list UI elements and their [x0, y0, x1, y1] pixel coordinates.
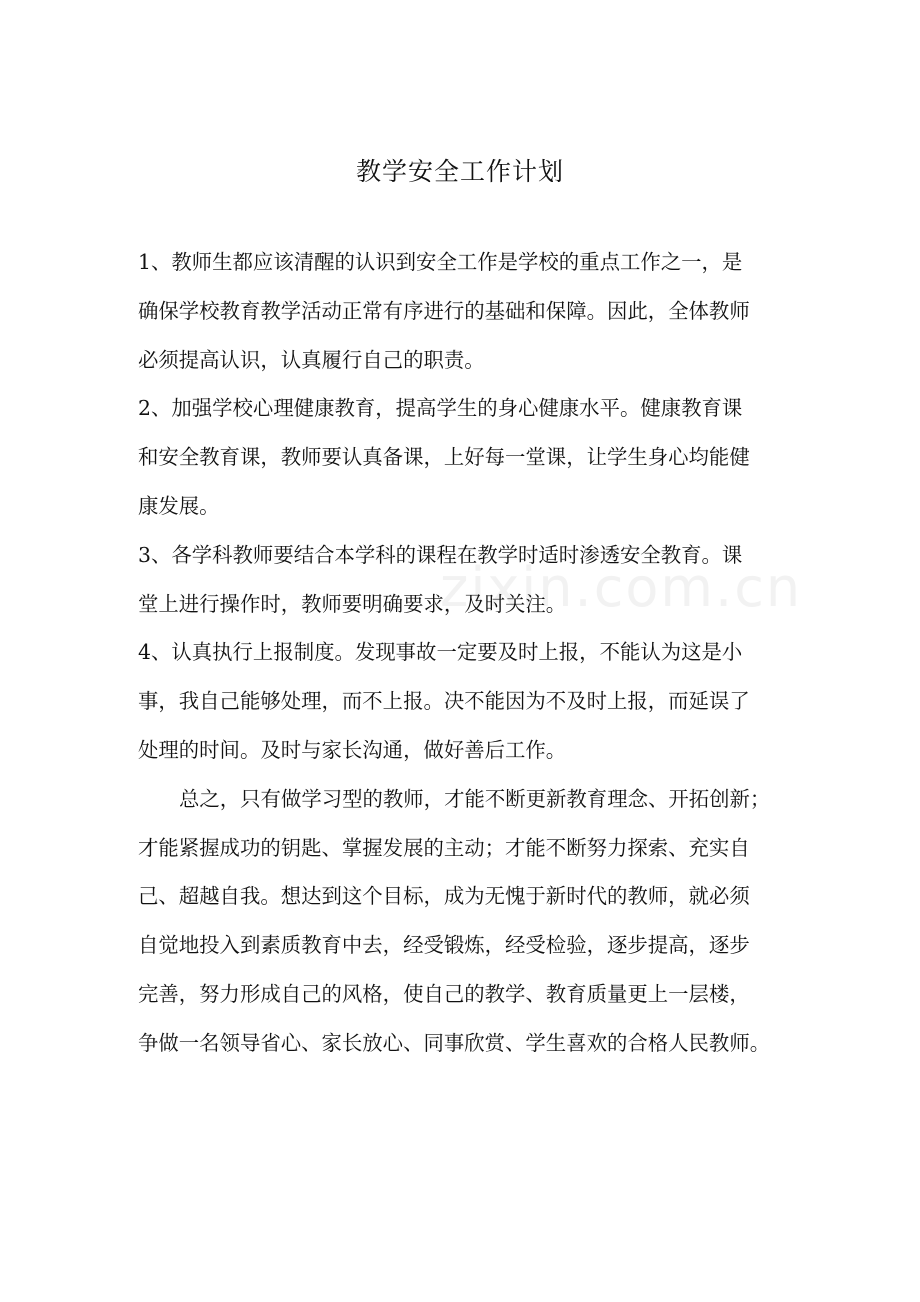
text-line: 事，我自己能够处理，而不上报。决不能因为不及时上报，而延误了: [138, 689, 750, 714]
text-line: 确保学校教育教学活动正常有序进行的基础和保障。因此，全体教师: [138, 298, 750, 323]
text-line: 处理的时间。及时与家长沟通，做好善后工作。: [138, 737, 567, 762]
text-line: 堂上进行操作时，教师要明确要求，及时关注。: [138, 591, 567, 616]
paragraph-2: [138, 384, 790, 530]
text-line: 自觉地投入到素质教育中去，经受锻炼，经受检验，逐步提高，逐步: [138, 933, 750, 958]
text-line: 完善，努力形成自己的风格，使自己的教学、教育质量更上一层楼，: [138, 981, 750, 1006]
watermark: zixin.com.cn: [440, 556, 803, 619]
text-line: 必须提高认识，认真履行自己的职责。: [138, 347, 485, 372]
text-line: 己、超越自我。想达到这个目标，成为无愧于新时代的教师，就必须: [138, 884, 750, 909]
text-line: 康发展。: [138, 493, 220, 518]
text-line: 1、教师生都应该清醒的认识到安全工作是学校的重点工作之一，是: [138, 250, 743, 274]
paragraph-1: [138, 238, 790, 384]
text-line: 2、加强学校心理健康教育，提高学生的身心健康水平。健康教育课: [138, 396, 743, 421]
text-line: 争做一名领导省心、家长放心、同事欣赏、学生喜欢的合格人民教师。: [138, 1030, 771, 1055]
text-line: 3、各学科教师要结合本学科的课程在教学时适时渗透安全教育。课: [138, 542, 743, 567]
paragraph-summary: [138, 775, 790, 1068]
document-body: [138, 238, 790, 1068]
text-line: 总之，只有做学习型的教师，才能不断更新教育理念、开拓创新；: [179, 786, 771, 811]
paragraph-3: [138, 531, 790, 629]
text-line: 和安全教育课，教师要认真备课，上好每一堂课，让学生身心均能健: [138, 445, 750, 470]
text-line: 才能紧握成功的钥匙、掌握发展的主动；才能不断努力探索、充实自: [138, 835, 750, 860]
document-title: 教学安全工作计划: [355, 157, 564, 186]
paragraph-4: [138, 628, 790, 774]
text-line: 4、认真执行上报制度。发现事故一定要及时上报，不能认为这是小: [138, 640, 743, 665]
